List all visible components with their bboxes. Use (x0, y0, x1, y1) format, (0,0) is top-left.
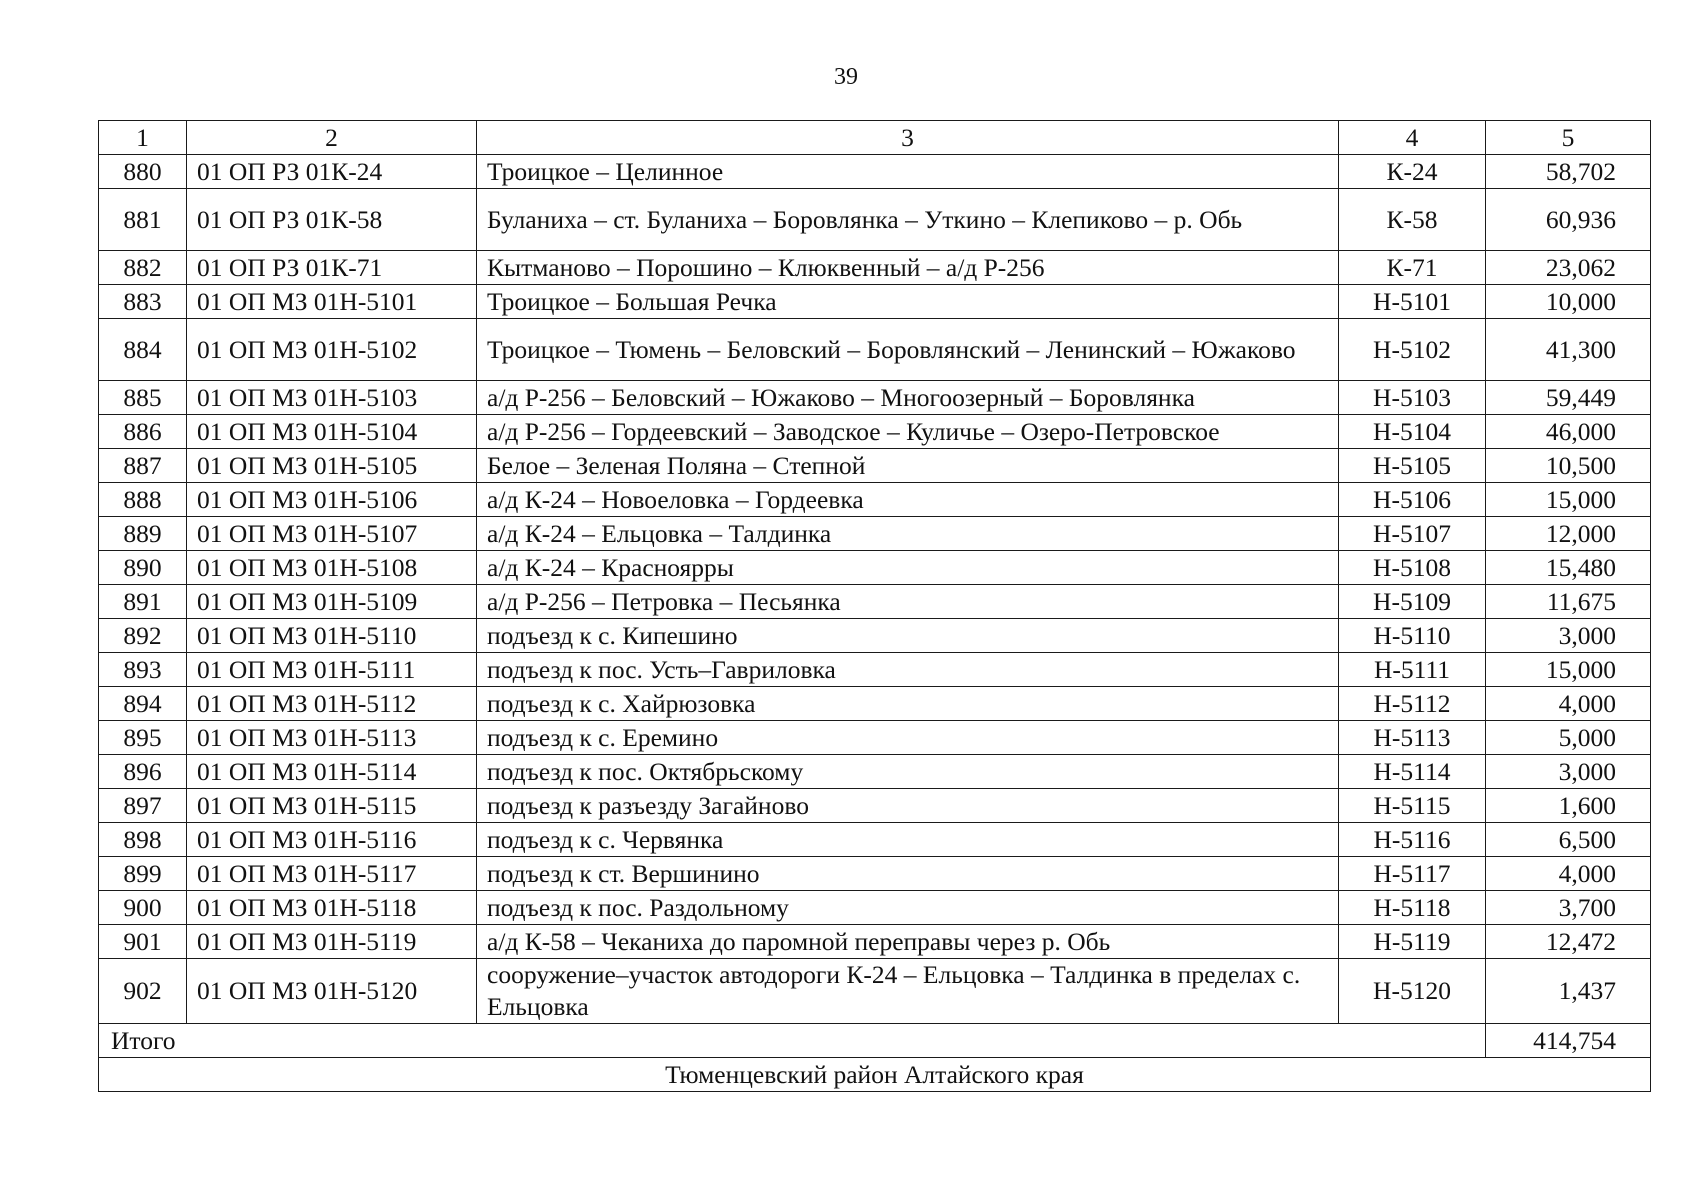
road-code: 01 ОП МЗ 01Н-5116 (187, 823, 477, 857)
road-id: Н-5113 (1339, 721, 1486, 755)
table-row (99, 619, 1651, 653)
road-name: а/д Р-256 – Петровка – Песьянка (477, 585, 1339, 619)
road-length: 11,675 (1486, 585, 1651, 619)
road-id: Н-5118 (1339, 891, 1486, 925)
road-length: 23,062 (1486, 251, 1651, 285)
roads-table (98, 120, 1651, 1092)
row-number: 891 (99, 585, 187, 619)
row-number: 900 (99, 891, 187, 925)
road-length: 1,437 (1486, 959, 1651, 1024)
header-col-4: 4 (1339, 121, 1486, 155)
road-id: Н-5104 (1339, 415, 1486, 449)
road-name: Троицкое – Целинное (477, 155, 1339, 189)
row-number: 886 (99, 415, 187, 449)
road-code: 01 ОП МЗ 01Н-5114 (187, 755, 477, 789)
row-number: 884 (99, 319, 187, 381)
region-heading-row (99, 1058, 1651, 1092)
road-id: К-24 (1339, 155, 1486, 189)
table-row (99, 653, 1651, 687)
road-name: подъезд к пос. Усть–Гавриловка (477, 653, 1339, 687)
road-code: 01 ОП МЗ 01Н-5109 (187, 585, 477, 619)
road-id: Н-5114 (1339, 755, 1486, 789)
page-number: 39 (834, 64, 858, 90)
table-row (99, 285, 1651, 319)
road-id: Н-5116 (1339, 823, 1486, 857)
road-code: 01 ОП РЗ 01К-24 (187, 155, 477, 189)
row-number: 882 (99, 251, 187, 285)
road-name: Белое – Зеленая Поляна – Степной (477, 449, 1339, 483)
table-row (99, 517, 1651, 551)
row-number: 890 (99, 551, 187, 585)
road-id: Н-5109 (1339, 585, 1486, 619)
table-row (99, 721, 1651, 755)
row-number: 895 (99, 721, 187, 755)
table-row (99, 319, 1651, 381)
road-length: 3,000 (1486, 755, 1651, 789)
road-length: 60,936 (1486, 189, 1651, 251)
road-id: Н-5115 (1339, 789, 1486, 823)
road-id: Н-5101 (1339, 285, 1486, 319)
road-code: 01 ОП МЗ 01Н-5113 (187, 721, 477, 755)
road-id: Н-5117 (1339, 857, 1486, 891)
table-row (99, 483, 1651, 517)
road-length: 15,000 (1486, 483, 1651, 517)
road-name: подъезд к пос. Раздольному (477, 891, 1339, 925)
row-number: 880 (99, 155, 187, 189)
road-code: 01 ОП РЗ 01К-58 (187, 189, 477, 251)
road-id: Н-5111 (1339, 653, 1486, 687)
road-name: а/д К-58 – Чеканиха до паромной переправы через р. Обь (477, 925, 1339, 959)
road-length: 3,000 (1486, 619, 1651, 653)
row-number: 887 (99, 449, 187, 483)
table-row (99, 857, 1651, 891)
row-number: 896 (99, 755, 187, 789)
total-value: 414,754 (1486, 1024, 1651, 1058)
road-code: 01 ОП МЗ 01Н-5104 (187, 415, 477, 449)
road-length: 12,000 (1486, 517, 1651, 551)
road-length: 3,700 (1486, 891, 1651, 925)
road-code: 01 ОП МЗ 01Н-5117 (187, 857, 477, 891)
road-length: 4,000 (1486, 687, 1651, 721)
table-row (99, 585, 1651, 619)
road-code: 01 ОП МЗ 01Н-5118 (187, 891, 477, 925)
road-length: 12,472 (1486, 925, 1651, 959)
road-code: 01 ОП МЗ 01Н-5115 (187, 789, 477, 823)
table-row (99, 155, 1651, 189)
header-col-3: 3 (477, 121, 1339, 155)
road-length: 10,500 (1486, 449, 1651, 483)
road-code: 01 ОП МЗ 01Н-5110 (187, 619, 477, 653)
row-number: 888 (99, 483, 187, 517)
road-code: 01 ОП МЗ 01Н-5120 (187, 959, 477, 1024)
road-name: а/д Р-256 – Гордеевский – Заводское – Куличье – Озеро-Петровское (477, 415, 1339, 449)
road-id: К-58 (1339, 189, 1486, 251)
total-row (99, 1024, 1651, 1058)
table-row (99, 415, 1651, 449)
road-id: Н-5103 (1339, 381, 1486, 415)
table-row (99, 251, 1651, 285)
road-length: 46,000 (1486, 415, 1651, 449)
header-col-5: 5 (1486, 121, 1651, 155)
road-code: 01 ОП МЗ 01Н-5112 (187, 687, 477, 721)
road-id: Н-5102 (1339, 319, 1486, 381)
table-row (99, 925, 1651, 959)
road-name: подъезд к с. Кипешино (477, 619, 1339, 653)
road-id: Н-5119 (1339, 925, 1486, 959)
road-id: Н-5107 (1339, 517, 1486, 551)
table-row (99, 891, 1651, 925)
road-id: Н-5112 (1339, 687, 1486, 721)
road-id: К-71 (1339, 251, 1486, 285)
road-name: Троицкое – Большая Речка (477, 285, 1339, 319)
road-id: Н-5110 (1339, 619, 1486, 653)
road-length: 4,000 (1486, 857, 1651, 891)
road-name: подъезд к пос. Октябрьскому (477, 755, 1339, 789)
road-length: 10,000 (1486, 285, 1651, 319)
header-col-1: 1 (99, 121, 187, 155)
row-number: 899 (99, 857, 187, 891)
table-row (99, 381, 1651, 415)
row-number: 892 (99, 619, 187, 653)
road-length: 15,480 (1486, 551, 1651, 585)
road-length: 59,449 (1486, 381, 1651, 415)
row-number: 889 (99, 517, 187, 551)
road-length: 5,000 (1486, 721, 1651, 755)
road-name: а/д К-24 – Красноярры (477, 551, 1339, 585)
road-code: 01 ОП МЗ 01Н-5103 (187, 381, 477, 415)
table-header-row (99, 121, 1651, 155)
road-name: а/д Р-256 – Беловский – Южаково – Многоозерный – Боровлянка (477, 381, 1339, 415)
road-name: подъезд к с. Червянка (477, 823, 1339, 857)
row-number: 897 (99, 789, 187, 823)
road-code: 01 ОП МЗ 01Н-5108 (187, 551, 477, 585)
road-name: подъезд к с. Хайрюзовка (477, 687, 1339, 721)
table-row (99, 755, 1651, 789)
road-name: подъезд к с. Еремино (477, 721, 1339, 755)
table-row (99, 823, 1651, 857)
table-row (99, 449, 1651, 483)
road-name: а/д К-24 – Ельцовка – Талдинка (477, 517, 1339, 551)
road-id: Н-5120 (1339, 959, 1486, 1024)
road-code: 01 ОП РЗ 01К-71 (187, 251, 477, 285)
row-number: 898 (99, 823, 187, 857)
road-code: 01 ОП МЗ 01Н-5107 (187, 517, 477, 551)
header-col-2: 2 (187, 121, 477, 155)
row-number: 901 (99, 925, 187, 959)
road-name: Буланиха – ст. Буланиха – Боровлянка – Уткино – Клепиково – р. Обь (477, 189, 1339, 251)
road-length: 58,702 (1486, 155, 1651, 189)
table-row (99, 789, 1651, 823)
roads-table-body (99, 121, 1651, 1092)
road-name: Троицкое – Тюмень – Беловский – Боровлянский – Ленинский – Южаково (477, 319, 1339, 381)
row-number: 893 (99, 653, 187, 687)
road-code: 01 ОП МЗ 01Н-5106 (187, 483, 477, 517)
road-name: подъезд к разъезду Загайново (477, 789, 1339, 823)
road-code: 01 ОП МЗ 01Н-5102 (187, 319, 477, 381)
row-number: 902 (99, 959, 187, 1024)
road-name: подъезд к ст. Вершинино (477, 857, 1339, 891)
road-code: 01 ОП МЗ 01Н-5119 (187, 925, 477, 959)
row-number: 894 (99, 687, 187, 721)
region-heading: Тюменцевский район Алтайского края (99, 1058, 1651, 1092)
row-number: 885 (99, 381, 187, 415)
road-id: Н-5105 (1339, 449, 1486, 483)
total-label: Итого (99, 1024, 1486, 1058)
table-row (99, 189, 1651, 251)
road-name: Кытманово – Порошино – Клюквенный – а/д Р-256 (477, 251, 1339, 285)
road-name: сооружение–участок автодороги К-24 – Ельцовка – Талдинка в пределах с. Ельцовка (477, 959, 1339, 1024)
road-code: 01 ОП МЗ 01Н-5111 (187, 653, 477, 687)
table-row (99, 551, 1651, 585)
road-code: 01 ОП МЗ 01Н-5105 (187, 449, 477, 483)
road-code: 01 ОП МЗ 01Н-5101 (187, 285, 477, 319)
road-id: Н-5108 (1339, 551, 1486, 585)
road-name: а/д К-24 – Новоеловка – Гордеевка (477, 483, 1339, 517)
road-id: Н-5106 (1339, 483, 1486, 517)
road-length: 41,300 (1486, 319, 1651, 381)
table-row (99, 959, 1651, 1024)
road-length: 1,600 (1486, 789, 1651, 823)
row-number: 881 (99, 189, 187, 251)
row-number: 883 (99, 285, 187, 319)
road-length: 6,500 (1486, 823, 1651, 857)
road-length: 15,000 (1486, 653, 1651, 687)
table-row (99, 687, 1651, 721)
